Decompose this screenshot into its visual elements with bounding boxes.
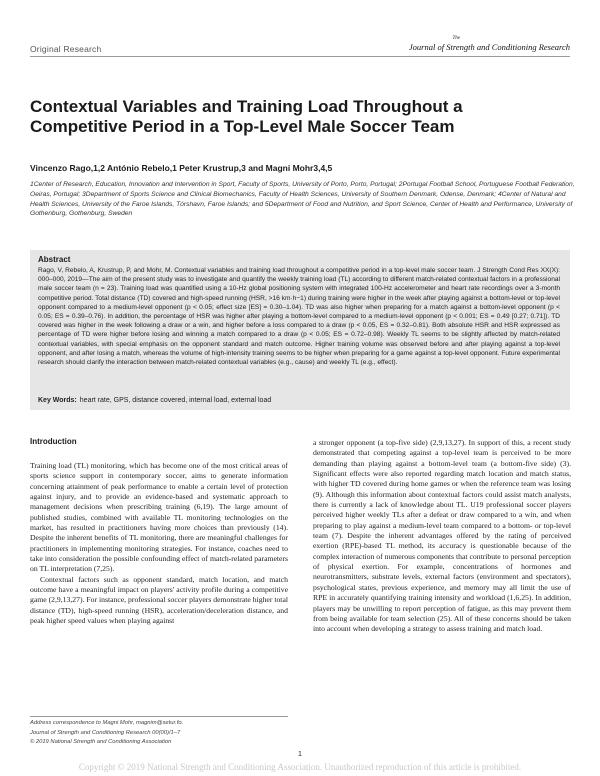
abstract-heading: Abstract	[38, 255, 71, 264]
journal-name: Journal of Strength and Conditioning Research	[408, 42, 570, 52]
keywords-label: Key Words:	[38, 397, 77, 404]
left-column	[30, 461, 288, 627]
intro-paragraph: Contextual factors such as opponent standard, match location, and match outcome have a meaningful impact on players' activity profile during a competitive game (2,9,13,27). For instance, professional soccer players demonstrate higher total distance (TD), high-speed running (HSR), acceleration/deceleration distance, and peak higher speed values when playing against	[30, 574, 288, 626]
header-rule	[30, 56, 570, 57]
author-list: Vincenzo Rago,1,2 António Rebelo,1 Peter Krustrup,3 and Magni Mohr3,4,5	[30, 163, 333, 173]
journal-prefix: The	[452, 36, 460, 41]
introduction-heading: Introduction	[30, 437, 77, 446]
abstract-body: Rago, V, Rebelo, A, Krustrup, P, and Mohr, M. Contextual variables and training load throughout a competitive period in a top-level male soccer team. J Strength Cond Res XX(X): 000–000, 2019—The aim of the present study was to investigate and quantify the weekly training load (TL) according to different match-related contextual factors in a professional male soccer team (n = 23). Training load was quantified using a 10-Hz global positioning system with integrated 100-Hz accelerometer and heart rate recordings over a 3-month competitive period. Total distance (TD) covered and high-speed running (HSR, >16 km·h−1) during training were higher in the week after playing against a bottom-level or top-level opponent compared to a medium-level opponent (p < 0.05; effect size [ES] = 0.30–1.04). TD was also higher when preparing for a match against a bottom-level opponent (p < 0.05; ES = 0.39–0.76). In addition, the percentage of HSR was higher after playing a bottom-level compared to a medium-level opponent (p < 0.001; ES = 0.49 [0.27; 0.71]). TD covered was higher in the week following a draw or a win, and higher before a loss compared to a draw (p < 0.05, ES = 0.32–0.81). Both absolute HSR and HSR expressed as percentage of TD were higher before losing and winning a match compared to a draw (p < 0.05; ES = 0.72–0.98). Weekly TL seems to be slightly affected by match-related contextual variables, with special emphasis on the opponent standard and match outcome. Higher training volume was observed before and after playing against a top-level opponent, and after losing a match, whereas the volume of high-intensity training seems to be higher when preparing for a game against a top-level opponent. Future experimental research should clarify the interaction between match-related contextual variables (e.g., cause) and weekly TL (e.g., effect).	[38, 267, 560, 367]
footnotes	[30, 719, 288, 748]
page-number: 1	[298, 751, 302, 758]
journal-header	[409, 36, 570, 52]
right-column	[313, 438, 571, 635]
intro-paragraph: a stronger opponent (a top-five side) (2,9,13,27). In support of this, a recent study demonstrated that competing against a top-level team is perceived to be more demanding than playing against a bottom-level team (a bottom-five side) (3). Significant effects were also reported regarding match location and match status, with higher TD covered during home games or when the reference team was losing (9). Although this information about contextual factors could assist match analysts, there is currently a lack of knowledge about TL. U19 professional soccer players perceived higher weekly TLs after a defeat or draw compared to a win, and when preparing to play against a medium-level team compared to a bottom- or top-level team (7). Despite the inherent advantages offered by the rating of perceived exertion (RPE)-based TL method, its accuracy is questionable because of the complex interaction of numerous components that contribute to personal perception of physical exertion. For example, concentrations of hormones and neurotransmitters, substrate levels, external factors (environment and spectators), psychological states, previous experience, and memory may all limit the use of RPE in accurately quantifying training intensity and workload (1,6,25). In addition, players may be unwilling to report perception of fatigue, as this may prevent them from being available for team selection (25). All of these concerns should be taken into account when developing a strategy to assess training and match load.	[313, 438, 571, 634]
affiliations: 1Center of Research, Education, Innovation and Intervention in Sport, Faculty of Sports, University of Porto, Porto, Portugal; 2Portugal Football School, Portuguese Football Federation, Oeiras, Portugal; 3Department of Sports Science and Clinical Biomechanics, Faculty of Health Sciences, University of Southern Denmark, Odense, Denmark; 4Center of Natural and Health Sciences, University of the Faroe Islands, Tórshavn, Faroe Islands; and 5Department of Food and Nutrition, and Sport Science, Center of Health and Performance, University of Gothenburg, Gothenburg, Sweden	[30, 181, 575, 218]
citation-note: Journal of Strength and Conditioning Research 00(00)/1–7	[30, 729, 181, 736]
keywords-line	[38, 397, 560, 404]
footnote-rule	[30, 716, 288, 717]
intro-paragraph: Training load (TL) monitoring, which has become one of the most critical areas of sports science support in contemporary soccer, aims to generate information concerning attainment of peak performance to enable a certain level of protection against injury, and to provide an evidence-based and systematic approach to management decisions when prescribing training (6,19). The large amount of published studies, combined with available TL monitoring technologies on the market, has resulted in practitioners having more choices than previously (14). Despite the inherent benefits of TL monitoring, there are meaningful challenges for practitioners in implementing monitoring strategies. For instance, coaches need to take into consideration the possible confounding effect of match-related parameters on TL interpretation (7,25).	[30, 461, 288, 574]
section-label: Original Research	[30, 44, 102, 54]
article-title: Contextual Variables and Training Load Throughout a Competitive Period in a Top-Level Male Soccer Team	[30, 97, 463, 136]
copyright-note: © 2019 National Strength and Conditioning Association	[30, 739, 172, 745]
keywords-list: heart rate, GPS, distance covered, internal load, external load	[79, 397, 272, 404]
correspondence-note: Address correspondence to Magni Mohr, magnim@setur.fo.	[30, 720, 184, 726]
copyright-banner: Copyright © 2019 National Strength and Conditioning Association. Unauthorized reproduction of this article is prohibited.	[78, 762, 522, 772]
